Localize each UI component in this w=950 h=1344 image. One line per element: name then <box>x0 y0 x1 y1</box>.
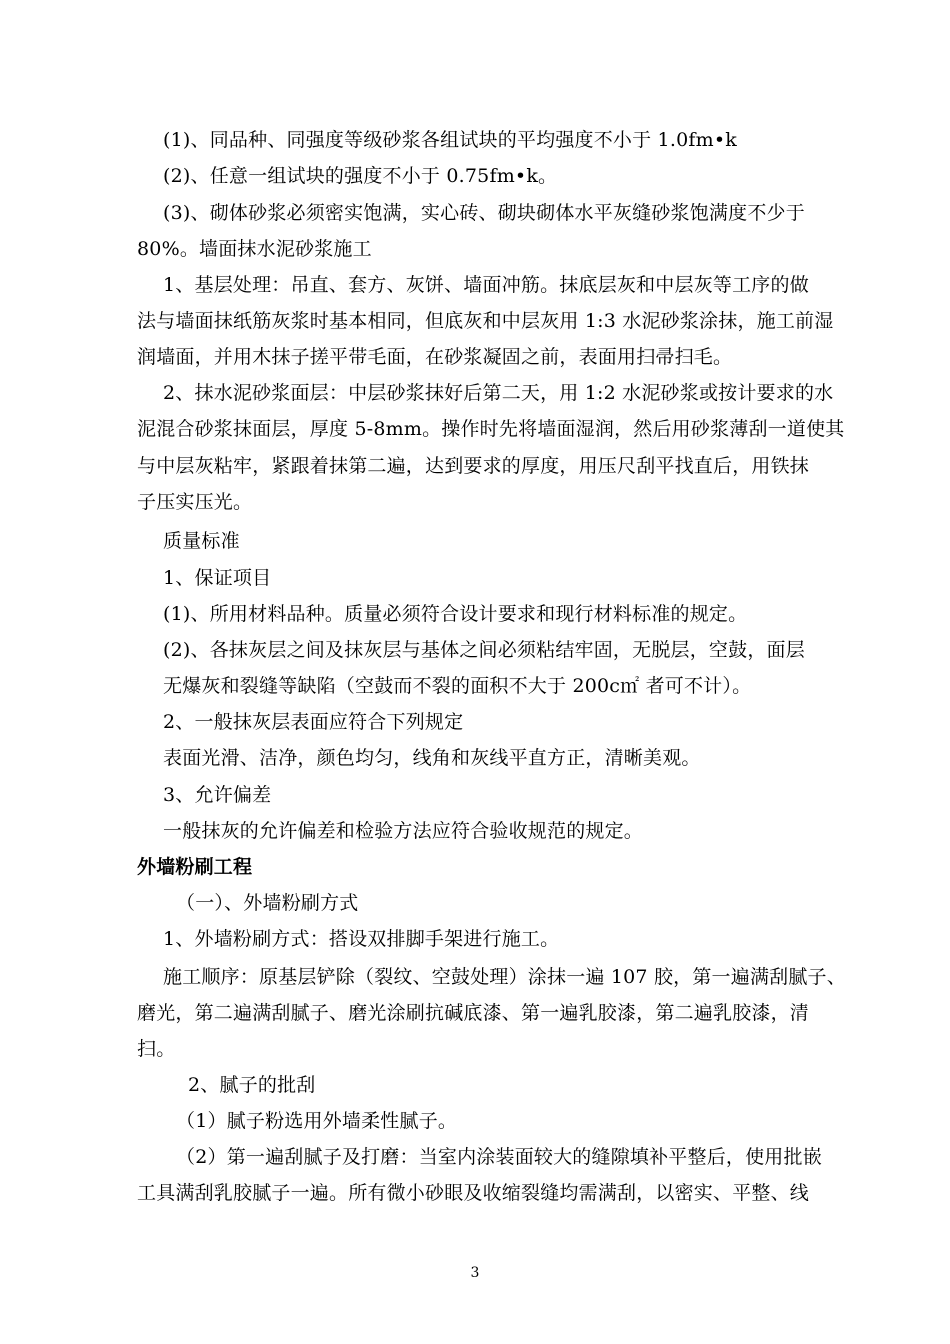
text-line: 泥混合砂浆抹面层，厚度 5-8mm。操作时先将墙面湿润，然后用砂浆薄刮一道使其 <box>137 418 845 440</box>
text-line: (2)、任意一组试块的强度不小于 0.75fm•k。 <box>163 165 558 187</box>
text-line: 润墙面，并用木抹子搓平带毛面，在砂浆凝固之前，表面用扫帚扫毛。 <box>137 346 733 368</box>
subsection-heading: （一）、外墙粉刷方式 <box>176 892 359 914</box>
text-line: 扫。 <box>137 1038 176 1060</box>
text-line: 2、抹水泥砂浆面层：中层砂浆抹好后第二天，用 1:2 水泥砂浆或按计要求的水 <box>163 382 834 404</box>
text-line: 2、腻子的批刮 <box>188 1074 316 1096</box>
text-line: 1、基层处理：吊直、套方、灰饼、墙面冲筋。抹底层灰和中层灰等工序的做 <box>163 274 809 296</box>
text-line: 2、一般抹灰层表面应符合下列规定 <box>163 711 464 733</box>
text-line: 工具满刮乳胶腻子一遍。所有微小砂眼及收缩裂缝均需满刮，以密实、平整、线 <box>137 1182 810 1204</box>
text-line: (2)、各抹灰层之间及抹灰层与基体之间必须粘结牢固，无脱层，空鼓，面层 <box>163 639 805 661</box>
text-line: 施工顺序：原基层铲除（裂纹、空鼓处理）涂抹一遍 107 胶，第一遍满刮腻子、 <box>163 966 846 988</box>
text-line: 表面光滑、洁净，颜色均匀，线角和灰线平直方正，清晰美观。 <box>163 747 701 769</box>
text-line: 无爆灰和裂缝等缺陷（空鼓而不裂的面积不大于 200c㎡ 者可不计）。 <box>163 675 752 697</box>
text-line: 法与墙面抹纸筋灰浆时基本相同，但底灰和中层灰用 1:3 水泥砂浆涂抹，施工前湿 <box>137 310 834 332</box>
text-line: 与中层灰粘牢，紧跟着抹第二遍，达到要求的厚度，用压尺刮平找直后，用铁抹 <box>137 455 810 477</box>
page-number: 3 <box>470 1265 480 1281</box>
text-line: 80%。墙面抹水泥砂浆施工 <box>137 238 372 260</box>
text-line: （2）第一遍刮腻子及打磨：当室内涂装面较大的缝隙填补平整后，使用批嵌 <box>176 1146 822 1168</box>
text-line: 磨光，第二遍满刮腻子、磨光涂刷抗碱底漆、第一遍乳胶漆，第二遍乳胶漆，清 <box>137 1002 810 1024</box>
text-line: (1)、所用材料品种。质量必须符合设计要求和现行材料标准的规定。 <box>163 603 748 625</box>
text-line: (3)、砌体砂浆必须密实饱满，实心砖、砌块砌体水平灰缝砂浆饱满度不少于 <box>163 202 805 224</box>
text-line: (1)、同品种、同强度等级砂浆各组试块的平均强度不小于 1.0fm•k <box>163 129 737 151</box>
text-line: 一般抹灰的允许偏差和检验方法应符合验收规范的规定。 <box>163 820 644 842</box>
text-line: （1）腻子粉选用外墙柔性腻子。 <box>176 1110 458 1132</box>
text-line: 3、允许偏差 <box>163 784 272 806</box>
text-line: 1、外墙粉刷方式：搭设双排脚手架进行施工。 <box>163 928 560 950</box>
text-line: 1、保证项目 <box>163 567 272 589</box>
section-title: 外墙粉刷工程 <box>137 856 253 878</box>
text-line: 子压实压光。 <box>137 491 253 513</box>
section-heading: 质量标准 <box>163 530 240 552</box>
